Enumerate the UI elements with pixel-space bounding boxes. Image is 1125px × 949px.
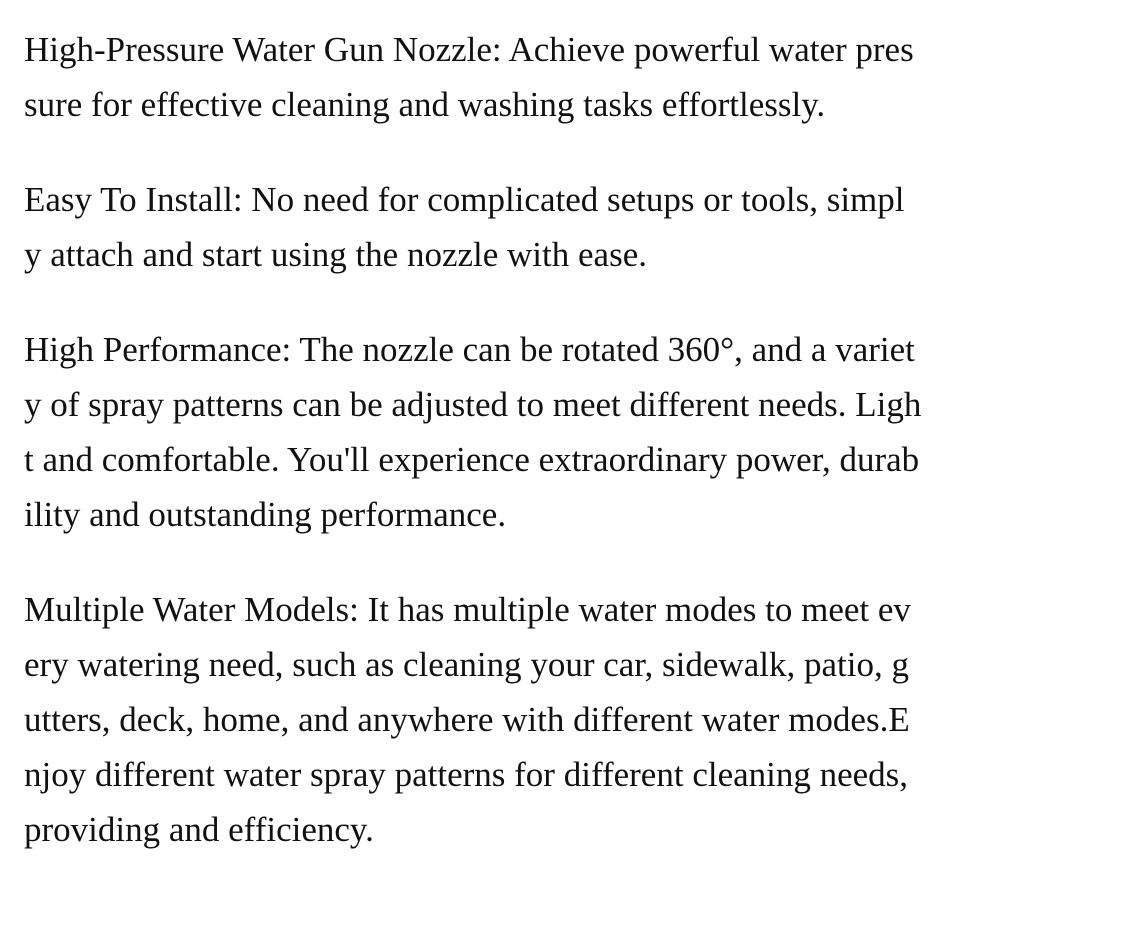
text-line: utters, deck, home, and anywhere with different water modes.E (24, 700, 910, 739)
text-line: y attach and start using the nozzle with ease. (24, 235, 647, 274)
text-line: y of spray patterns can be adjusted to meet different needs. Ligh (24, 385, 922, 424)
text-line: High-Pressure Water Gun Nozzle: Achieve powerful water pres (24, 30, 914, 69)
text-line: providing and efficiency. (24, 810, 374, 849)
text-line: t and comfortable. You'll experience extraordinary power, durab (24, 440, 920, 479)
text-line: njoy different water spray patterns for different cleaning needs, (24, 755, 909, 794)
text-line: ery watering need, such as cleaning your car, sidewalk, patio, g (24, 645, 909, 684)
product-description (24, 22, 1109, 897)
text-line: sure for effective cleaning and washing tasks effortlessly. (24, 85, 826, 124)
paragraph-high-pressure (24, 22, 1109, 132)
paragraph-high-performance (24, 322, 1109, 542)
paragraph-easy-install (24, 172, 1109, 282)
paragraph-multiple-water-models (24, 582, 1109, 857)
text-line: Easy To Install: No need for complicated setups or tools, simpl (24, 180, 905, 219)
text-line: Multiple Water Models: It has multiple water modes to meet ev (24, 590, 911, 629)
text-line: ility and outstanding performance. (24, 495, 507, 534)
text-line: High Performance: The nozzle can be rotated 360°, and a variet (24, 330, 915, 369)
